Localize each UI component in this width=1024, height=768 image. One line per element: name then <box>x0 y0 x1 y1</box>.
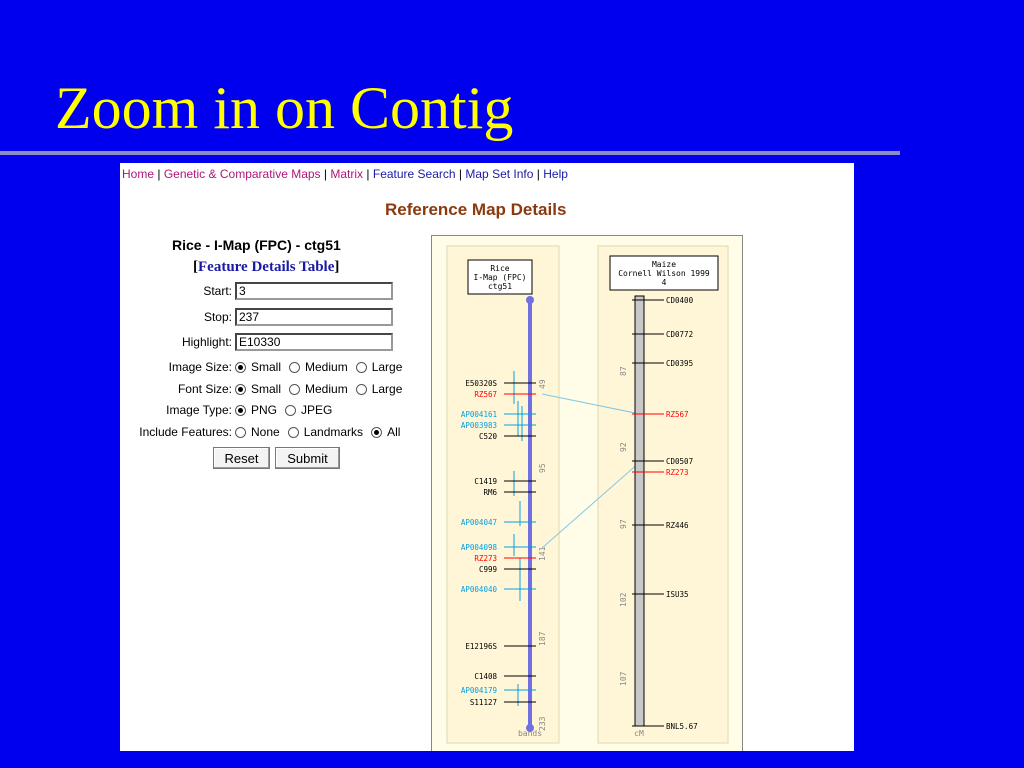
left-map-title-line-1: Rice <box>490 264 510 273</box>
option-label: PNG <box>251 403 278 417</box>
image-size-row <box>120 357 410 377</box>
left-map-feature-label[interactable]: RM6 <box>483 488 497 497</box>
include-features-row <box>120 422 408 442</box>
right-map-unit: cM <box>634 729 644 738</box>
option-label: Medium <box>305 382 348 396</box>
left-scale-label: 49 <box>538 379 547 389</box>
right-scale-label: 97 <box>619 519 628 529</box>
right-map-bar <box>635 296 644 726</box>
option-label: Large <box>371 360 403 374</box>
form-buttons <box>120 447 430 471</box>
image-size-option-medium[interactable] <box>289 360 348 374</box>
include-option-landmarks[interactable] <box>288 425 363 439</box>
left-map-feature-label[interactable]: AP004161 <box>460 410 497 419</box>
page-heading: Reference Map Details <box>385 200 567 219</box>
start-input[interactable] <box>235 282 393 300</box>
right-map-feature-label[interactable]: RZ567 <box>666 410 689 419</box>
left-map-feature-label[interactable]: AP003983 <box>460 421 497 430</box>
nav-link-genetic-comparative-maps[interactable]: Genetic & Comparative Maps <box>163 167 321 181</box>
left-scale-label: 141 <box>538 546 547 561</box>
right-map-title-line-2: Cornell Wilson 1999 <box>618 269 710 278</box>
right-map-title-line-3: 4 <box>661 278 667 287</box>
nav-bar <box>122 167 568 181</box>
option-label: Landmarks <box>303 425 364 439</box>
font-size-option-medium[interactable] <box>289 382 348 396</box>
right-map-panel <box>598 246 728 743</box>
option-label: Medium <box>305 360 348 374</box>
option-label: Large <box>371 382 403 396</box>
include-option-all[interactable] <box>371 425 400 439</box>
radio-icon[interactable] <box>235 427 246 438</box>
left-map-feature-label[interactable]: E12196S <box>465 642 497 651</box>
browser-viewport <box>120 163 854 751</box>
option-label: JPEG <box>301 403 333 417</box>
left-scale-label: 187 <box>538 631 547 646</box>
font-size-row <box>120 379 410 399</box>
right-map-feature-label[interactable]: RZ446 <box>666 521 689 530</box>
left-map-feature-label[interactable]: S11127 <box>469 698 497 707</box>
nav-link-help[interactable]: Help <box>543 167 568 181</box>
highlight-row <box>120 332 393 352</box>
right-scale-label: 107 <box>619 671 628 686</box>
nav-separator: | <box>323 167 328 181</box>
left-map-feature-label[interactable]: C520 <box>478 432 497 441</box>
left-map-feature-label[interactable]: C1419 <box>474 477 497 486</box>
radio-icon[interactable] <box>285 405 296 416</box>
option-label: Small <box>251 382 282 396</box>
image-size-option-small[interactable] <box>235 360 281 374</box>
highlight-input[interactable] <box>235 333 393 351</box>
left-map-feature-label[interactable]: C999 <box>478 565 497 574</box>
comparative-map-svg <box>432 236 742 751</box>
radio-icon[interactable] <box>289 384 300 395</box>
start-row <box>120 281 393 301</box>
stop-label: Stop: <box>203 310 232 324</box>
submit-button[interactable]: Submit <box>275 447 340 469</box>
stop-input[interactable] <box>235 308 393 326</box>
left-map-bar-top <box>526 296 534 304</box>
radio-icon[interactable] <box>288 427 299 438</box>
nav-link-home[interactable]: Home <box>122 167 155 181</box>
comparative-map-image[interactable] <box>431 235 743 751</box>
radio-icon[interactable] <box>235 384 246 395</box>
left-map-feature-label[interactable]: E50320S <box>465 379 497 388</box>
image-size-label: Image Size: <box>168 360 232 374</box>
left-map-feature-label[interactable]: AP004040 <box>460 585 497 594</box>
slide-title: Zoom in on Contig <box>55 75 514 141</box>
left-map-title-line-2: I-Map (FPC) <box>473 273 527 282</box>
include-option-none[interactable] <box>235 425 280 439</box>
radio-icon[interactable] <box>371 427 382 438</box>
right-scale-label: 87 <box>619 366 628 376</box>
left-map-feature-label[interactable]: AP004098 <box>460 543 497 552</box>
left-map-panel <box>447 246 559 743</box>
radio-icon[interactable] <box>235 362 246 373</box>
right-map-feature-label[interactable]: BNL5.67 <box>666 722 698 731</box>
left-map-title-line-3: ctg51 <box>487 282 513 291</box>
nav-link-feature-search[interactable]: Feature Search <box>372 167 456 181</box>
right-map-feature-label[interactable]: ISU35 <box>666 590 689 599</box>
radio-icon[interactable] <box>356 384 367 395</box>
image-type-row <box>120 400 340 420</box>
stop-row <box>120 307 393 327</box>
nav-separator: | <box>366 167 370 181</box>
left-scale-label: 95 <box>538 463 547 473</box>
nav-separator: | <box>458 167 463 181</box>
option-label: All <box>387 425 401 439</box>
reset-button[interactable]: Reset <box>213 447 270 469</box>
right-map-feature-label[interactable]: CD0507 <box>666 457 694 466</box>
left-map-feature-label[interactable]: AP004047 <box>460 518 497 527</box>
highlight-label: Highlight: <box>181 335 232 349</box>
right-map-feature-label[interactable]: CD0772 <box>666 330 694 339</box>
font-size-option-small[interactable] <box>235 382 281 396</box>
font-size-label: Font Size: <box>177 382 232 396</box>
left-scale-label: 233 <box>538 716 547 731</box>
nav-separator: | <box>157 167 161 181</box>
option-label: None <box>251 425 280 439</box>
right-map-title-line-1: Maize <box>651 260 677 269</box>
right-map-feature-label[interactable]: CD0400 <box>666 296 694 305</box>
image-type-option-png[interactable] <box>235 403 277 417</box>
map-title: Rice - I-Map (FPC) - ctg51 <box>172 237 341 253</box>
right-map-feature-label[interactable]: RZ273 <box>666 468 689 477</box>
image-type-label: Image Type: <box>166 403 232 417</box>
radio-icon[interactable] <box>356 362 367 373</box>
left-map-feature-label[interactable]: RZ567 <box>474 390 497 399</box>
nav-link-matrix[interactable]: Matrix <box>330 167 364 181</box>
right-scale-label: 102 <box>619 592 628 607</box>
start-label: Start: <box>203 284 232 298</box>
left-map-feature-label[interactable]: RZ273 <box>474 554 497 563</box>
radio-icon[interactable] <box>289 362 300 373</box>
include-features-label: Include Features: <box>139 425 232 439</box>
nav-separator: | <box>536 167 540 181</box>
left-map-unit: bands <box>517 729 543 738</box>
right-map-feature-label[interactable]: CD0395 <box>666 359 694 368</box>
open-bracket: [ <box>193 259 198 275</box>
close-bracket: ] <box>334 259 340 275</box>
radio-icon[interactable] <box>235 405 246 416</box>
feature-details-line <box>193 259 339 276</box>
image-type-option-jpeg[interactable] <box>285 403 332 417</box>
image-size-option-large[interactable] <box>356 360 403 374</box>
feature-details-table-link[interactable]: Feature Details Table <box>198 259 335 275</box>
font-size-option-large[interactable] <box>356 382 403 396</box>
title-divider <box>0 151 900 155</box>
right-scale-label: 92 <box>619 442 628 452</box>
option-label: Small <box>251 360 282 374</box>
left-map-feature-label[interactable]: AP004179 <box>460 686 497 695</box>
left-map-feature-label[interactable]: C1408 <box>474 672 497 681</box>
nav-link-map-set-info[interactable]: Map Set Info <box>465 167 534 181</box>
